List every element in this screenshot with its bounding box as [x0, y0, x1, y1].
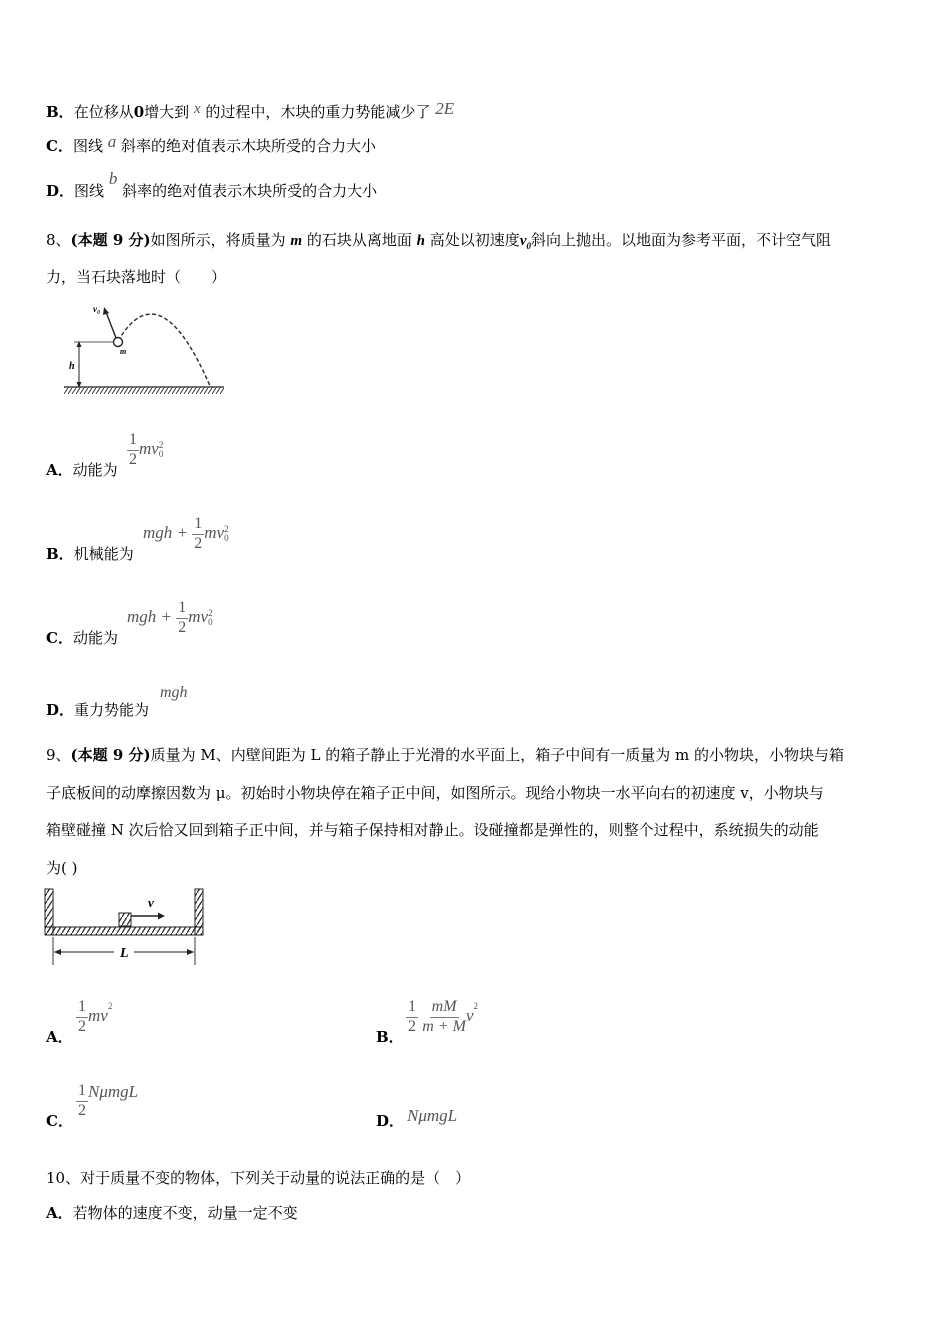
- mass-label: m: [120, 347, 127, 356]
- fraction: $\frac{1}{2}$: [78, 1082, 86, 1119]
- q8-option-d-formula: mgh: [160, 684, 188, 701]
- q7-option-d: D．图线 b 斜率的绝对值表示木块所受的合力大小: [46, 169, 378, 200]
- box-figure: [42, 885, 210, 967]
- fraction: $\frac{1}{2}$: [78, 998, 86, 1035]
- projectile-figure: [60, 298, 230, 400]
- q9-option-a-formula: $\frac{1}{2}$ $mv^2$: [78, 998, 113, 1035]
- fraction-mass: $\frac{mM}{m + M}$: [422, 998, 466, 1035]
- q8-option-b-formula: mgh + $\frac{1}{2}$ mv 2 0: [143, 515, 229, 552]
- q8-stem-line1: 8、(本题 9 分)如图所示，将质量为 m 的石块从离地面 h 高处以初速度$v_0$斜向上抛出。以地面为参考平面，不计空气阻: [46, 231, 831, 251]
- q9-option-c-formula: $\frac{1}{2}$ NμmgL: [78, 1082, 139, 1119]
- velocity-arrowhead: [103, 307, 109, 315]
- dim-arrowhead-right: [187, 949, 194, 955]
- box-floor: [45, 927, 203, 935]
- q9-stem-line4: 为( ): [46, 859, 78, 877]
- q8-option-d: D．重力势能为: [46, 701, 150, 719]
- q10-option-a: A．若物体的速度不变，动量一定不变: [46, 1204, 298, 1222]
- small-block: [119, 913, 131, 926]
- q8-stem-line2: 力，当石块落地时（ ）: [46, 268, 227, 286]
- v0-label: v₀: [93, 304, 101, 314]
- q9-option-d: D．: [376, 1112, 405, 1130]
- fraction: $\frac{1}{2}$: [129, 431, 137, 468]
- fraction: $\frac{1}{2}$: [194, 515, 203, 552]
- q9-option-c: C．: [46, 1112, 73, 1130]
- stone-circle: [114, 338, 123, 347]
- trajectory-dashed-curve: [118, 314, 210, 386]
- length-label: L: [120, 946, 129, 961]
- fraction: $\frac{1}{2}$: [408, 998, 416, 1035]
- q7-option-b: B．在位移从0增大到 x 的过程中，木块的重力势能减少了 2E: [46, 99, 455, 121]
- q9-option-a: A．: [46, 1028, 73, 1046]
- q9-option-b-formula: $\frac{1}{2}$ $\frac{mM}{m + M}$ $v^2$: [408, 998, 478, 1035]
- velocity-label: v: [148, 895, 154, 910]
- q9-option-d-formula: NμmgL: [407, 1106, 458, 1125]
- fraction: $\frac{1}{2}$: [178, 599, 187, 636]
- q8-option-c-formula: mgh + $\frac{1}{2}$ mv 2 0: [127, 599, 213, 636]
- q9-stem-line1: 9、(本题 9 分)质量为 M、内壁间距为 L 的箱子静止于光滑的水平面上，箱子中间有一质量为 m 的小物块，小物块与箱: [46, 746, 845, 764]
- q9-stem-line3: 箱壁碰撞 N 次后恰又回到箱子正中间，并与箱子保持相对静止。设碰撞都是弹性的，则整个过程中，系统损失的动能: [46, 821, 819, 839]
- q8-option-a: A．动能为: [46, 461, 118, 479]
- q10-stem: 10、对于质量不变的物体，下列关于动量的说法正确的是（ ）: [46, 1169, 471, 1187]
- q9-stem-line2: 子底板间的动摩擦因数为 μ。初始时小物块停在箱子正中间，如图所示。现给小物块一水平向右的初速度 v，小物块与: [46, 784, 824, 802]
- q8-option-c: C．动能为: [46, 629, 118, 647]
- dim-arrowhead-left: [54, 949, 61, 955]
- velocity-arrow: [106, 312, 116, 338]
- height-label: h: [69, 361, 75, 372]
- velocity-arrowhead: [158, 913, 165, 920]
- q7-option-c: C．图线 a 斜率的绝对值表示木块所受的合力大小: [46, 132, 377, 155]
- q8-option-b: B．机械能为: [46, 545, 134, 563]
- ground-hatch: [64, 387, 224, 394]
- q8-option-a-formula: $\frac{1}{2}$ mv 2 0: [129, 431, 164, 468]
- q9-option-b: B．: [376, 1028, 404, 1046]
